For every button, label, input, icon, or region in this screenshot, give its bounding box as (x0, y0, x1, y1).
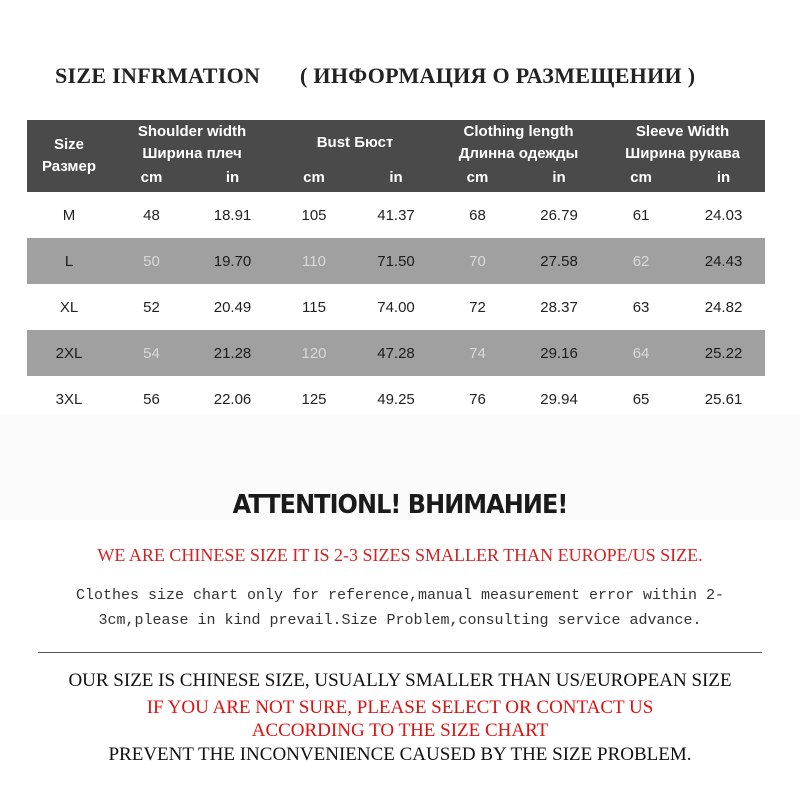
value-cell: 20.49 (213, 298, 252, 316)
table-row (27, 192, 765, 238)
unit-header: cm (273, 166, 355, 192)
value-cell: 24.43 (682, 238, 765, 284)
value-cell: 52 (143, 298, 160, 316)
value-cell: 63 (632, 298, 650, 316)
value-cell: 56 (143, 390, 160, 408)
unit-header: cm (437, 166, 518, 192)
value-cell: 19.70 (192, 238, 273, 284)
unit-header: in (518, 166, 600, 192)
value-cell: 47.28 (355, 330, 437, 376)
value-cell: 76 (469, 390, 486, 408)
unit-header: in (355, 166, 437, 192)
unit-header: in (682, 166, 765, 192)
bust-header (273, 120, 437, 166)
value-cell: 41.37 (377, 206, 415, 224)
value-cell: 21.28 (192, 330, 273, 376)
group-label-en: Bust Бюст (316, 134, 394, 151)
value-cell: 74 (437, 330, 518, 376)
value-cell: 125 (301, 390, 327, 408)
value-cell: 70 (437, 238, 518, 284)
size-cell: XL (59, 298, 79, 316)
sleeve-width-header (600, 120, 765, 166)
value-cell: 71.50 (355, 238, 437, 284)
value-cell: 110 (273, 238, 355, 284)
shoulder-width-header (111, 120, 273, 166)
size-cell: L (27, 238, 111, 284)
value-cell: 29.16 (518, 330, 600, 376)
footer-line-size-notice: OUR SIZE IS CHINESE SIZE, USUALLY SMALLER THAN US/EUROPEAN SIZE (68, 670, 732, 691)
title-russian: ( ИНФОРМАЦИЯ О РАЗМЕЩЕНИИ ) (300, 63, 696, 88)
value-cell: 29.94 (540, 390, 578, 408)
value-cell: 18.91 (213, 206, 252, 224)
group-label-en: Shoulder width (137, 123, 247, 140)
value-cell: 64 (600, 330, 682, 376)
clothing-length-header (437, 120, 600, 166)
value-cell: 26.79 (540, 206, 578, 224)
chinese-size-warning: WE ARE CHINESE SIZE IT IS 2-3 SIZES SMALLER THAN EUROPE/US SIZE. (97, 545, 703, 565)
value-cell: 120 (273, 330, 355, 376)
value-cell: 27.58 (518, 238, 600, 284)
value-cell: 25.22 (682, 330, 765, 376)
footer-line-contact: IF YOU ARE NOT SURE, PLEASE SELECT OR CONTACT US (146, 697, 654, 718)
size-cell: 3XL (55, 390, 83, 408)
title-english: SIZE INFRMATION (55, 63, 261, 88)
unit-header: in (192, 166, 273, 192)
value-cell: 24.03 (704, 206, 743, 224)
table-row (27, 284, 765, 330)
value-cell: 22.06 (213, 390, 252, 408)
size-cell: 2XL (27, 330, 111, 376)
table-row (27, 238, 765, 284)
value-cell: 61 (632, 206, 650, 224)
size-cell: M (62, 206, 76, 224)
size-header-ru: Размер (41, 158, 97, 175)
unit-header: cm (111, 166, 192, 192)
note-line: Clothes size chart only for reference,manual measurement error within 2- (75, 587, 725, 604)
value-cell: 68 (469, 206, 486, 224)
size-chart-table (27, 120, 765, 422)
value-cell: 65 (632, 390, 650, 408)
unit-header: cm (600, 166, 682, 192)
footer-line-size-chart: ACCORDING TO THE SIZE CHART (251, 720, 549, 741)
footer-line-prevent: PREVENT THE INCONVENIENCE CAUSED BY THE SIZE PROBLEM. (108, 744, 692, 765)
value-cell: 115 (302, 298, 326, 316)
group-label-en: Sleeve Width (635, 123, 730, 140)
value-cell: 49.25 (377, 390, 415, 408)
group-label-ru: Ширина рукава (625, 145, 740, 162)
value-cell: 28.37 (540, 298, 578, 316)
measurement-note (30, 583, 770, 633)
value-cell: 105 (301, 206, 327, 224)
value-cell: 48 (143, 206, 160, 224)
divider (38, 652, 762, 653)
value-cell: 62 (600, 238, 682, 284)
value-cell: 25.61 (704, 390, 743, 408)
group-label-ru: Длинна одежды (458, 145, 579, 162)
table-row (27, 330, 765, 376)
value-cell: 74.00 (377, 298, 415, 316)
table-row (27, 376, 765, 422)
size-header-en: Size (53, 136, 84, 153)
attention-heading: ATTENTIONL! ВНИМАНИЕ! (232, 490, 568, 520)
note-line: 3cm,please in kind prevail.Size Problem,consulting service advance. (98, 612, 702, 629)
value-cell: 72 (469, 298, 486, 316)
group-label-en: Clothing length (463, 123, 574, 140)
value-cell: 50 (111, 238, 192, 284)
size-column-header (27, 120, 111, 192)
value-cell: 24.82 (704, 298, 743, 316)
value-cell: 54 (111, 330, 192, 376)
group-label-ru: Ширина плеч (142, 145, 242, 162)
